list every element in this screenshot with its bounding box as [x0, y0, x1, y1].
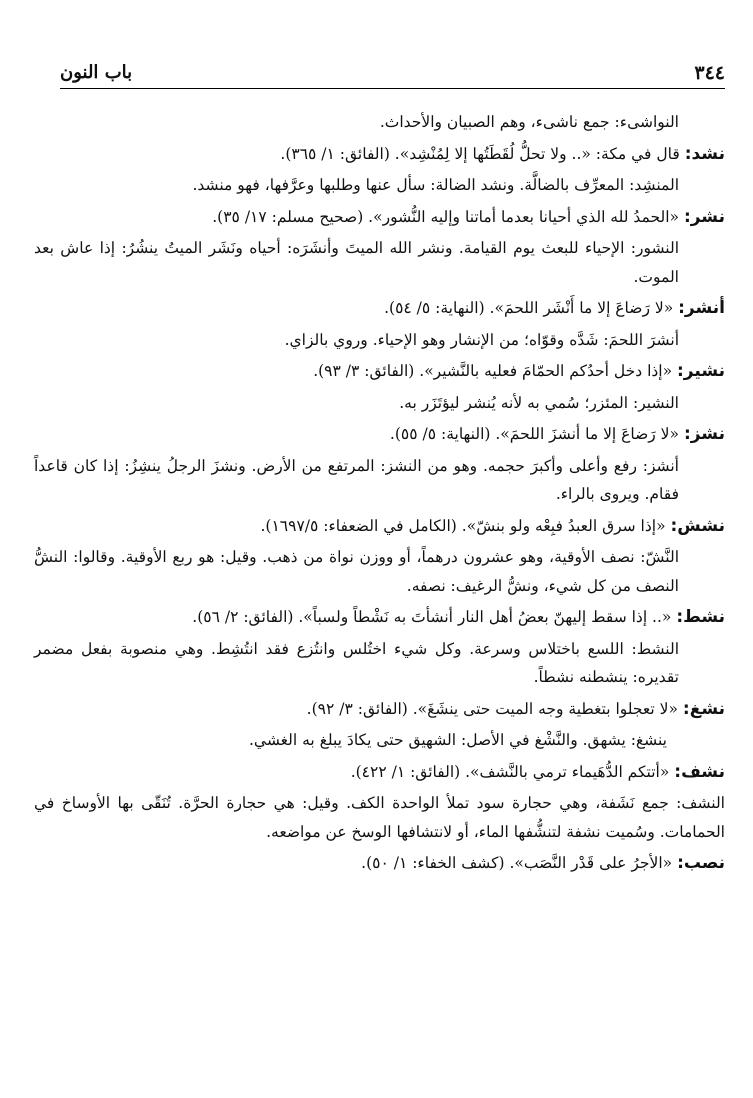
entry-headword: نشغ:	[682, 698, 725, 719]
entry-headword: نشر:	[683, 206, 725, 227]
dictionary-entry	[34, 512, 725, 541]
entry-quote: «الحمدُ لله الذي أحيانا بعدما أماتنا وإليه النُّشور». (صحيح مسلم: ١٧/ ٣٥).	[212, 207, 684, 226]
dictionary-entry	[34, 420, 725, 449]
entry-headword: نشش:	[670, 515, 725, 536]
definition-paragraph: النَّشّ: نصف الأوقية، وهو عشرون درهماً، أو ووزن نواة من ذهب. وقيل: هو ربع الأوقية. وقالوا: النشُّ النصف من كل شيء، ونشُّ الرغيف: نصفه.	[34, 548, 679, 595]
entry-headword: نشير:	[677, 361, 725, 381]
definition-paragraph: النشور: الإحياء للبعث يوم القيامة. ونشر الله الميتَ وأنشَرَه: أحياه ونَشَر الميتُ ينشُرُ: إذا عاش بعد الموت.	[34, 239, 679, 286]
dictionary-entry	[34, 603, 725, 632]
entry-headword: نشف:	[674, 761, 725, 782]
entry-headword: نشد:	[684, 143, 725, 164]
entry-quote: «الأجرُ على قَدْر النَّصَب». (كشف الخفاء: ١/ ٥٠).	[361, 854, 678, 872]
definition-paragraph: ينشغ: يشهق. والنَّشْغ في الأصل: الشهيق حتى يكادَ يبلغ به الغشي.	[248, 731, 667, 749]
dictionary-entry	[34, 758, 725, 787]
entry-quote: «.. إذا سقط إليهنّ بعضُ أهل النار أنشأتَ به نَشْطاً ولسباً». (الفائق: ٢/ ٥٦).	[192, 608, 677, 626]
dictionary-entry	[34, 849, 725, 878]
definition-paragraph: النشط: اللسع باختلاس وسرعة. وكل شيء اختُلس وانتُزع فقد انتُشِط. وهي منصوبة بفعل مضمر تقديره: ينشطنه نشطاً.	[34, 639, 679, 686]
dictionary-entry	[34, 140, 725, 169]
definition-paragraph: النشف: جمع نَشَفة، وهي حجارة سود تملأ الواحدة الكف. وقيل: هي حجارة الحرَّة. تُنَقّى بها الأوساخ في الحمامات. وسُميت نشفة لتنشُّفها الماء، أو لانتشافها الوسخ عن مواضعه.	[34, 794, 725, 841]
chapter-title: باب النون	[60, 62, 133, 83]
definition-paragraph: أنشز: رفع وأعلى وأكبرَ حجمه. وهو من النشز: المرتفع من الأرض. ونشزَ الرجلُ ينشِزُ: إذا كان قاعداً فقام. ويروى بالراء.	[34, 456, 679, 503]
dictionary-entry	[34, 203, 725, 232]
entry-headword: نشط:	[676, 607, 725, 627]
entry-quote: قال في مكة: «.. ولا تحلُّ لُقَطَتُها إلا لِمُنْشِد». (الفائق: ١/ ٣٦٥).	[280, 144, 685, 163]
dictionary-entry	[34, 357, 725, 386]
page-number: ٣٤٤	[694, 62, 725, 84]
entry-quote: «لا رَضاعَ إلا ما أنشزَ اللحمَ». (النهاية: ٥/ ٥٥).	[389, 425, 684, 443]
entry-headword: نشز:	[683, 424, 725, 444]
entry-quote: «أتتكم الدُّهَيماء ترمي بالنَّشف». (الفائق: ١/ ٤٢٢).	[350, 762, 675, 781]
entry-quote: «إذا سرق العبدُ فبِعْه ولو بنشّ». (الكامل في الضعفاء: ١٦٩٧/٥).	[260, 516, 671, 535]
entry-headword: أنشر:	[678, 298, 725, 318]
definition-paragraph: المنشِد: المعرِّف بالضالَّة. ونشد الضالة: سأل عنها وطلبها وعرَّفها، فهو منشد.	[192, 176, 679, 194]
entry-headword: نصب:	[677, 853, 725, 873]
definition-paragraph: النواشىء: جمع ناشىء، وهم الصبيان والأحداث.	[379, 113, 679, 131]
dictionary-entry	[34, 294, 725, 323]
page-body	[34, 108, 725, 881]
dictionary-entry	[34, 695, 725, 724]
entry-quote: «إذا دخل أحدُكم الحمّامَ فعليه بالنَّشير». (الفائق: ٣/ ٩٣).	[313, 362, 677, 380]
definition-paragraph: أنشرَ اللحمَ: شَدَّه وقوّاه؛ من الإنشار وهو الإحياء. وروي بالزاي.	[284, 330, 679, 349]
definition-paragraph: النشير: المئزر؛ سُمي به لأنه يُنشر ليؤتَزَر به.	[399, 393, 679, 412]
entry-quote: «لا تعجلوا بتغطية وجه الميت حتى ينشَغَ». (الفائق: ٣/ ٩٢).	[306, 699, 683, 718]
entry-quote: «لا رَضاعَ إلا ما أَنْشَر اللحمَ». (النهاية: ٥/ ٥٤).	[384, 299, 679, 317]
page-header	[60, 58, 725, 89]
